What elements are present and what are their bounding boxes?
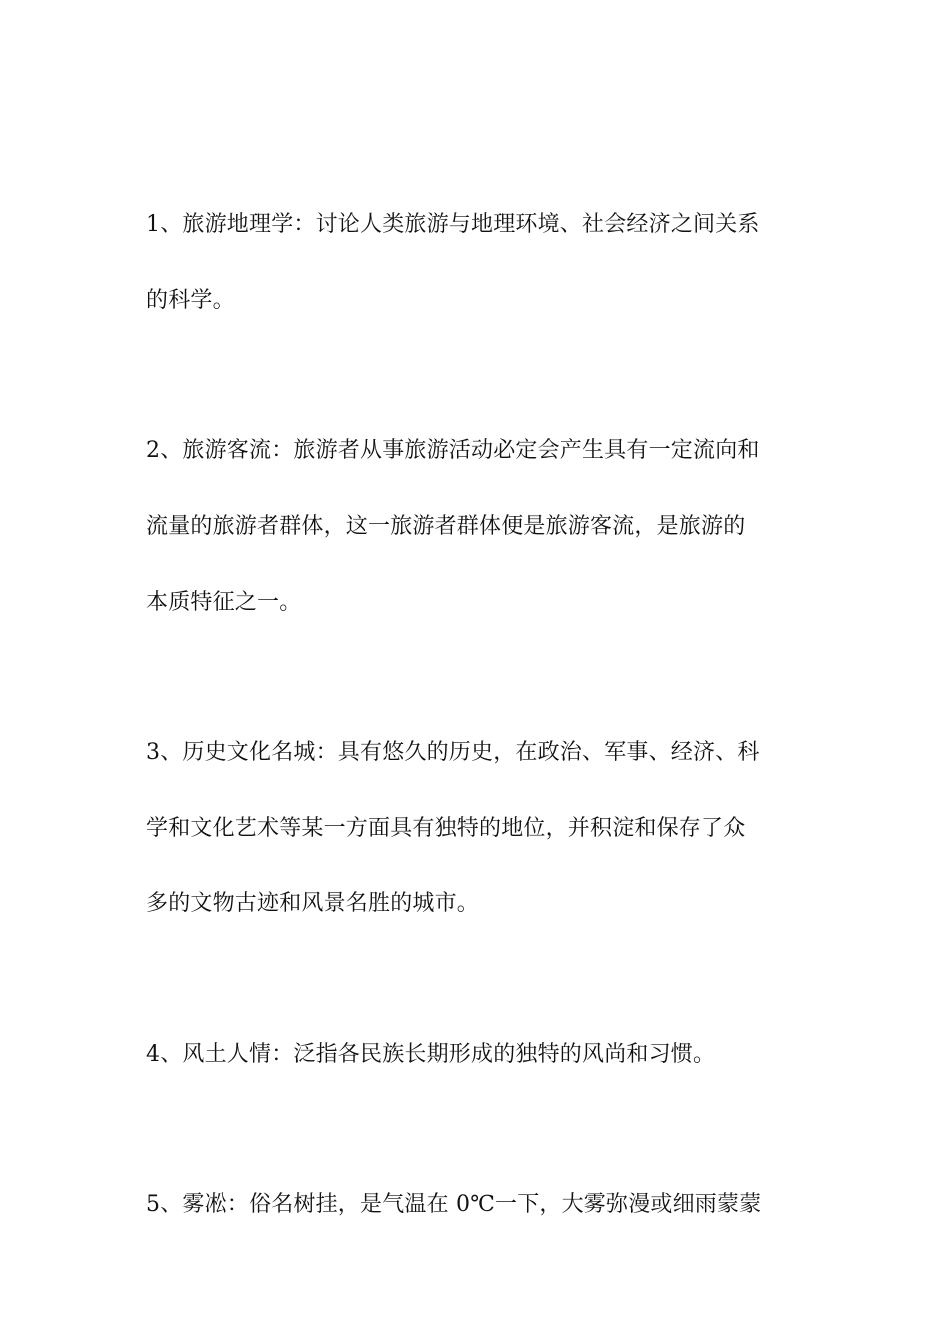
definition-5-line-1: 5、雾凇：俗名树挂，是气温在 0℃一下，大雾弥漫或细雨蒙蒙 bbox=[146, 1192, 762, 1217]
definition-3-line-2: 学和文化艺术等某一方面具有独特的地位，并积淀和保存了众 bbox=[146, 816, 746, 841]
definition-3-line-1: 3、历史文化名城：具有悠久的历史，在政治、军事、经济、科 bbox=[146, 740, 760, 765]
definition-1-line-1: 1、旅游地理学：讨论人类旅游与地理环境、社会经济之间关系 bbox=[146, 212, 760, 237]
definition-4-line-1: 4、风土人情：泛指各民族长期形成的独特的风尚和习惯。 bbox=[146, 1042, 716, 1067]
definition-2-line-3: 本质特征之一。 bbox=[146, 590, 302, 615]
definition-2-line-2: 流量的旅游者群体，这一旅游者群体便是旅游客流，是旅游的 bbox=[146, 514, 746, 539]
definition-3-line-3: 多的文物古迹和风景名胜的城市。 bbox=[146, 891, 480, 916]
definition-2-line-1: 2、旅游客流：旅游者从事旅游活动必定会产生具有一定流向和 bbox=[146, 438, 760, 463]
definition-1-line-2: 的科学。 bbox=[146, 288, 235, 313]
